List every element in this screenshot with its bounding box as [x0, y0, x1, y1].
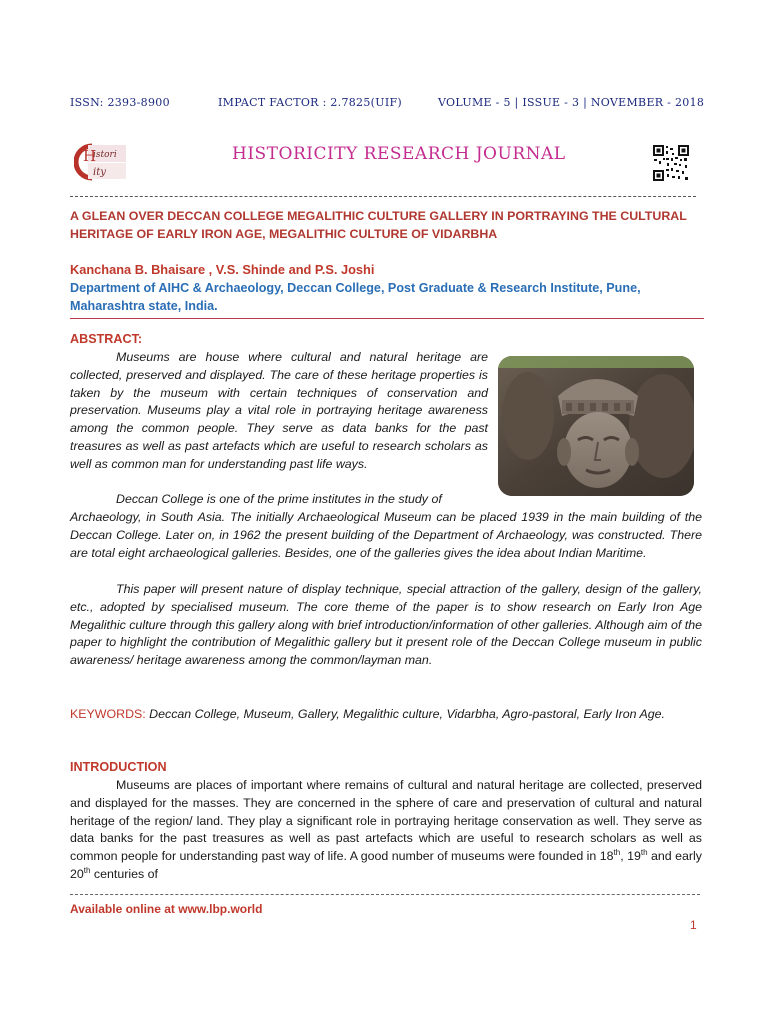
journal-title: HISTORICITY RESEARCH JOURNAL	[232, 144, 566, 164]
affiliation: Department of AIHC & Archaeology, Deccan College, Post Graduate & Research Institute, Pune, Maharashtra state, India.	[70, 281, 641, 313]
logo-letter-h: H	[83, 147, 97, 165]
abstract-paragraph-2-start: Deccan College is one of the prime institutes in the study of	[116, 492, 442, 506]
header-divider	[70, 196, 696, 197]
logo-text-bottom: ity	[93, 167, 106, 178]
footer-divider	[70, 894, 700, 895]
keywords	[70, 706, 702, 724]
intro-sup-3: th	[83, 865, 91, 875]
authors: Kanchana B. Bhaisare , V.S. Shinde and P.S. Joshi	[70, 262, 375, 277]
sculpture-photo	[498, 356, 694, 496]
intro-sep-1: , 19	[620, 849, 641, 864]
abstract-paragraph-2: Archaeology, in South Asia. The initially Archaeological Museum can be placed 1939 in the main building of the Deccan College. Later on, in 1962 the present building of the Department of Archaeology, was constructed. There are total eight archaeological galleries. Besides, one of the galleries gives the idea about Indian Maritime.	[70, 510, 702, 560]
keywords-label: KEYWORDS:	[70, 707, 146, 721]
intro-tail: centuries of	[90, 866, 158, 881]
qr-code-icon	[652, 144, 690, 182]
abstract-paragraph-1: Museums are house where cultural and natural heritage are collected, preserved and displayed. The care of these heritage properties is taken by the museum with certain techniques of conservation and preservation. Museums play a vital role in portraying heritage awareness among the common people. They serve as data banks for the past treasures as well as past artefacts which are useful to research scholars as well as common man for understanding past life ways.	[70, 350, 488, 471]
keywords-text: Deccan College, Museum, Gallery, Megalithic culture, Vidarbha, Agro-pastoral, Early Iron Age.	[145, 707, 666, 721]
paper-title: A GLEAN OVER DECCAN COLLEGE MEGALITHIC CULTURE GALLERY IN PORTRAYING THE CULTURAL HERITAGE OF EARLY IRON AGE, MEGALITHIC CULTURE OF VIDARBHA	[70, 209, 687, 241]
intro-sup-1: th	[613, 848, 621, 858]
issn-label: ISSN: 2393-8900	[70, 96, 170, 109]
footer-availability[interactable]: Available online at www.lbp.world	[70, 902, 263, 916]
intro-text: Museums are places of important where remains of cultural and natural heritage are collected, preserved and displayed for the masses. They are concerned in the sphere of care and preservation of cultural and natural heritage of the region/ land. They play a significant role in portraying heritage conservation as well. They serve as data banks for the past treasures as well as past artefacts which are useful to research scholars as well as common people for understanding past way of life. A good number of museums were founded in 18	[70, 778, 702, 864]
abstract-heading: ABSTRACT:	[70, 332, 143, 346]
logo-text-top: istori	[93, 150, 117, 160]
impact-factor-label: IMPACT FACTOR : 2.7825(UIF)	[218, 96, 402, 109]
journal-logo-icon	[74, 142, 130, 182]
abstract-paragraph-3: This paper will present nature of display technique, special attraction of the gallery, design of the gallery, etc., adopted by specialised museum. The core theme of the paper is to show research on Early Iron Age Megalithic culture through this gallery along with brief introduction/information of other galleries. Although aim of the paper to highlight the contribution of Megalithic gallery but it present role of the Deccan College museum in public awareness/ heritage awareness among the common/layman man.	[70, 582, 702, 668]
introduction-heading: INTRODUCTION	[70, 760, 167, 774]
volume-issue-label: VOLUME - 5 | ISSUE - 3 | NOVEMBER - 2018	[438, 96, 705, 109]
section-divider	[70, 318, 704, 319]
introduction-paragraph	[70, 777, 702, 884]
page-number: 1	[690, 918, 697, 932]
intro-sup-2: th	[640, 848, 648, 858]
intro-sep-2: and early 20	[70, 849, 703, 881]
